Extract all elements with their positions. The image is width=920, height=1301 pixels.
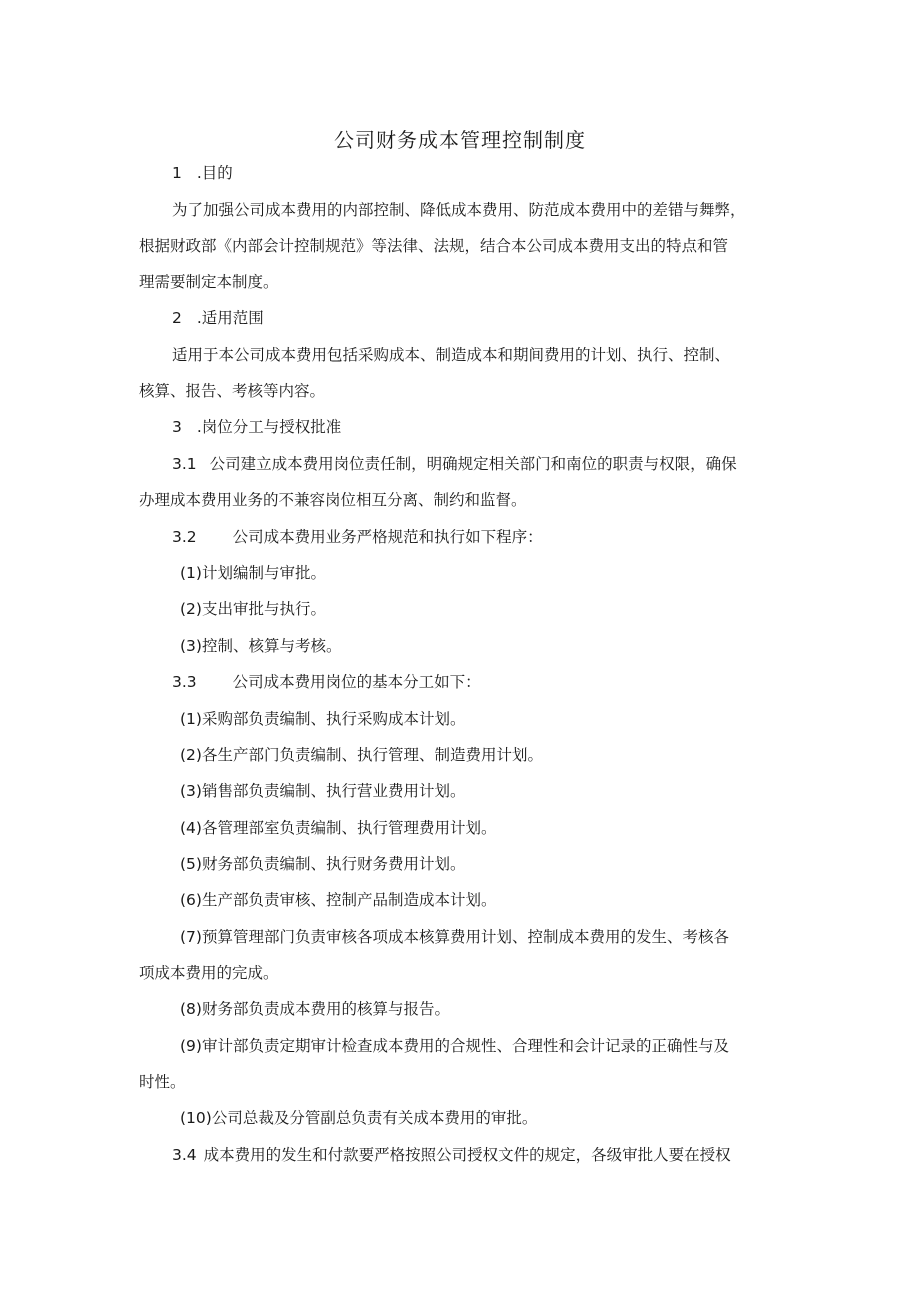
section-2-heading [172,308,264,328]
paragraph-line: 适用于本公司成本费用包括采购成本、制造成本和期间费用的计划、执行、控制、 [172,346,731,364]
clause-text: 成本费用的发生和付款要严格按照公司授权文件的规定，各级审批人要在授权 [203,1146,731,1164]
paragraph-line: 为了加强公司成本费用的内部控制、降低成本费用、防范成本费用中的差错与舞弊， [172,201,746,219]
paragraph-line: 办理成本费用业务的不兼容岗位相互分离、制约和监督。 [139,491,527,509]
list-item: (9)审计部负责定期审计检查成本费用的合规性、合理性和会计记录的正确性与及 [180,1037,729,1055]
list-item: (4)各管理部室负责编制、执行管理费用计划。 [180,819,497,837]
section-1-heading [172,163,233,183]
list-item: (1)计划编制与审批。 [180,564,326,582]
section-number: 1 [172,164,182,182]
list-item: (2)支出审批与执行。 [180,600,326,618]
paragraph-line: 核算、报告、考核等内容。 [139,382,326,400]
list-item: (5)财务部负责编制、执行财务费用计划。 [180,855,466,873]
clause-3-3 [172,672,481,692]
section-title: .岗位分工与授权批准 [196,418,342,436]
list-item: (2)各生产部门负责编制、执行管理、制造费用计划。 [180,746,543,764]
clause-3-2 [172,527,543,547]
clause-number: 3.3 [172,673,197,691]
clause-3-1 [172,454,737,474]
section-title: .目的 [196,164,233,182]
list-item: (1)采购部负责编制、执行采购成本计划。 [180,710,466,728]
clause-number: 3.2 [172,528,197,546]
clause-text: 公司建立成本费用岗位责任制，明确规定相关部门和南位的职责与权限，确保 [209,455,737,473]
paragraph-line: 理需要制定本制度。 [139,273,279,291]
clause-text: 公司成本费用岗位的基本分工如下： [232,673,481,691]
paragraph-line: 根据财政部《内部会计控制规范》等法律、法规，结合本公司成本费用支出的特点和管 [139,237,729,255]
section-3-heading [172,417,341,437]
clause-number: 3.4 [172,1146,197,1164]
document-title: 公司财务成本管理控制制度 [334,128,586,152]
clause-number: 3.1 [172,455,197,473]
paragraph-line: 项成本费用的完成。 [139,964,279,982]
list-item: (7)预算管理部门负责审核各项成本核算费用计划、控制成本费用的发生、考核各 [180,928,729,946]
list-item: (8)财务部负责成本费用的核算与报告。 [180,1000,450,1018]
clause-3-4 [172,1145,731,1165]
list-item: (10)公司总裁及分管副总负责有关成本费用的审批。 [180,1109,538,1127]
list-item: (6)生产部负责审核、控制产品制造成本计划。 [180,891,497,909]
clause-text: 公司成本费用业务严格规范和执行如下程序： [232,528,543,546]
section-number: 2 [172,309,182,327]
list-item: (3)销售部负责编制、执行营业费用计划。 [180,782,466,800]
list-item: (3)控制、核算与考核。 [180,637,342,655]
section-title: .适用范围 [196,309,264,327]
section-number: 3 [172,418,182,436]
paragraph-line: 时性。 [139,1073,186,1091]
